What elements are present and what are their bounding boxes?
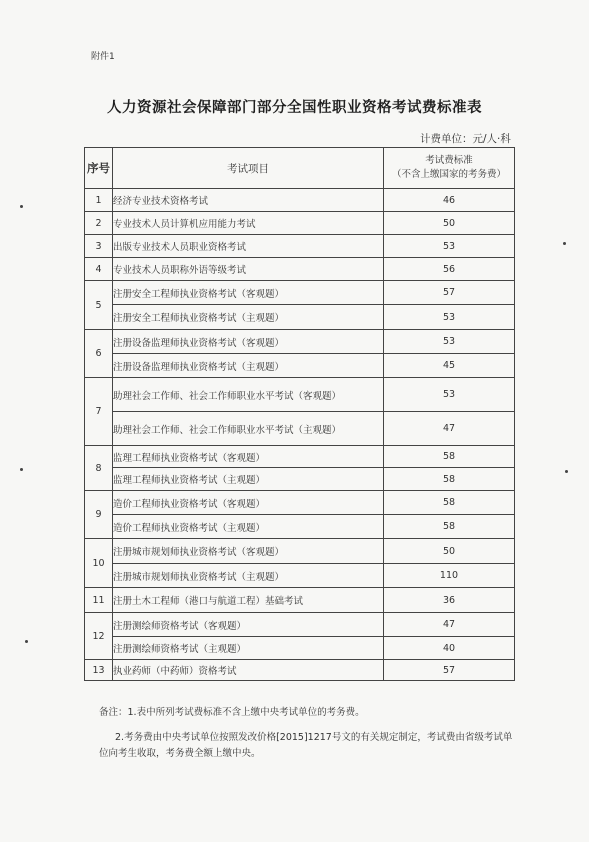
row-number: 5 [85,281,113,330]
table-row [85,354,515,378]
exam-item: 助理社会工作师、社会工作师职业水平考试（主观题） [113,412,384,446]
scan-speck [20,205,23,208]
exam-fee: 45 [384,354,515,378]
scan-speck [565,470,568,473]
note-2: 2.考务费由中央考试单位按照发改价格[2015]1217号文的有关规定制定，考试费由省级考试单位向考生收取，考务费全额上缴中央。 [99,732,513,759]
header-item: 考试项目 [113,148,384,189]
exam-fee: 50 [384,539,515,564]
scan-speck [563,242,566,245]
exam-fee: 53 [384,378,515,412]
exam-fee: 53 [384,305,515,330]
exam-fee: 40 [384,637,515,660]
table-row [85,305,515,330]
exam-fee: 56 [384,258,515,281]
exam-fee: 110 [384,564,515,588]
exam-item: 注册城市规划师执业资格考试（主观题） [113,564,384,588]
exam-fee: 46 [384,189,515,212]
scan-speck [25,640,28,643]
table-row [85,491,515,515]
exam-fee: 50 [384,212,515,235]
row-number: 11 [85,588,113,613]
table-row [85,258,515,281]
scan-speck [20,468,23,471]
exam-fee: 53 [384,235,515,258]
exam-item: 专业技术人员职称外语等级考试 [113,258,384,281]
exam-item: 造价工程师执业资格考试（客观题） [113,491,384,515]
table-row [85,330,515,354]
exam-item: 造价工程师执业资格考试（主观题） [113,515,384,539]
row-number: 13 [85,660,113,681]
exam-item: 专业技术人员计算机应用能力考试 [113,212,384,235]
row-number: 3 [85,235,113,258]
exam-item: 注册安全工程师执业资格考试（主观题） [113,305,384,330]
row-number: 1 [85,189,113,212]
row-number: 7 [85,378,113,446]
table-row [85,281,515,305]
table-row [85,613,515,637]
table-row [85,235,515,258]
exam-item: 助理社会工作师、社会工作师职业水平考试（客观题） [113,378,384,412]
row-number: 10 [85,539,113,588]
exam-item: 注册测绘师资格考试（主观题） [113,637,384,660]
table-row [85,660,515,681]
row-number: 8 [85,446,113,491]
exam-item: 注册设备监理师执业资格考试（客观题） [113,330,384,354]
exam-item: 注册城市规划师执业资格考试（客观题） [113,539,384,564]
table-row [85,412,515,446]
table-row [85,468,515,491]
header-fee-line2: （不含上缴国家的考务费） [391,169,506,180]
exam-fee: 47 [384,412,515,446]
row-number: 12 [85,613,113,660]
table-row [85,564,515,588]
table-row [85,446,515,468]
row-number: 2 [85,212,113,235]
fee-unit: 计费单位：元/人·科 [420,133,511,145]
header-no: 序号 [85,148,113,189]
exam-item: 出版专业技术人员职业资格考试 [113,235,384,258]
fee-table [84,147,515,681]
table-row [85,189,515,212]
exam-item: 注册安全工程师执业资格考试（客观题） [113,281,384,305]
exam-fee: 57 [384,281,515,305]
exam-fee: 58 [384,515,515,539]
exam-item: 监理工程师执业资格考试（主观题） [113,468,384,491]
table-row [85,539,515,564]
table-body [85,189,515,681]
table-header-row [85,148,515,189]
row-number: 6 [85,330,113,378]
exam-fee: 58 [384,491,515,515]
attachment-label: 附件1 [91,52,115,62]
exam-fee: 36 [384,588,515,613]
header-fee [384,148,515,189]
exam-item: 注册土木工程师（港口与航道工程）基础考试 [113,588,384,613]
exam-item: 注册设备监理师执业资格考试（主观题） [113,354,384,378]
exam-fee: 58 [384,446,515,468]
header-fee-line1: 考试费标准 [425,155,473,166]
note-1: 备注：1.表中所列考试费标准不含上缴中央考试单位的考务费。 [99,707,365,718]
exam-fee: 57 [384,660,515,681]
exam-fee: 53 [384,330,515,354]
table-row [85,637,515,660]
exam-item: 注册测绘师资格考试（客观题） [113,613,384,637]
exam-item: 执业药师（中药师）资格考试 [113,660,384,681]
exam-item: 经济专业技术资格考试 [113,189,384,212]
table-row [85,588,515,613]
table-row [85,378,515,412]
exam-fee: 47 [384,613,515,637]
table-row [85,212,515,235]
exam-item: 监理工程师执业资格考试（客观题） [113,446,384,468]
table-row [85,515,515,539]
row-number: 9 [85,491,113,539]
row-number: 4 [85,258,113,281]
exam-fee: 58 [384,468,515,491]
page-title: 人力资源社会保障部门部分全国性职业资格考试费标准表 [107,100,482,116]
